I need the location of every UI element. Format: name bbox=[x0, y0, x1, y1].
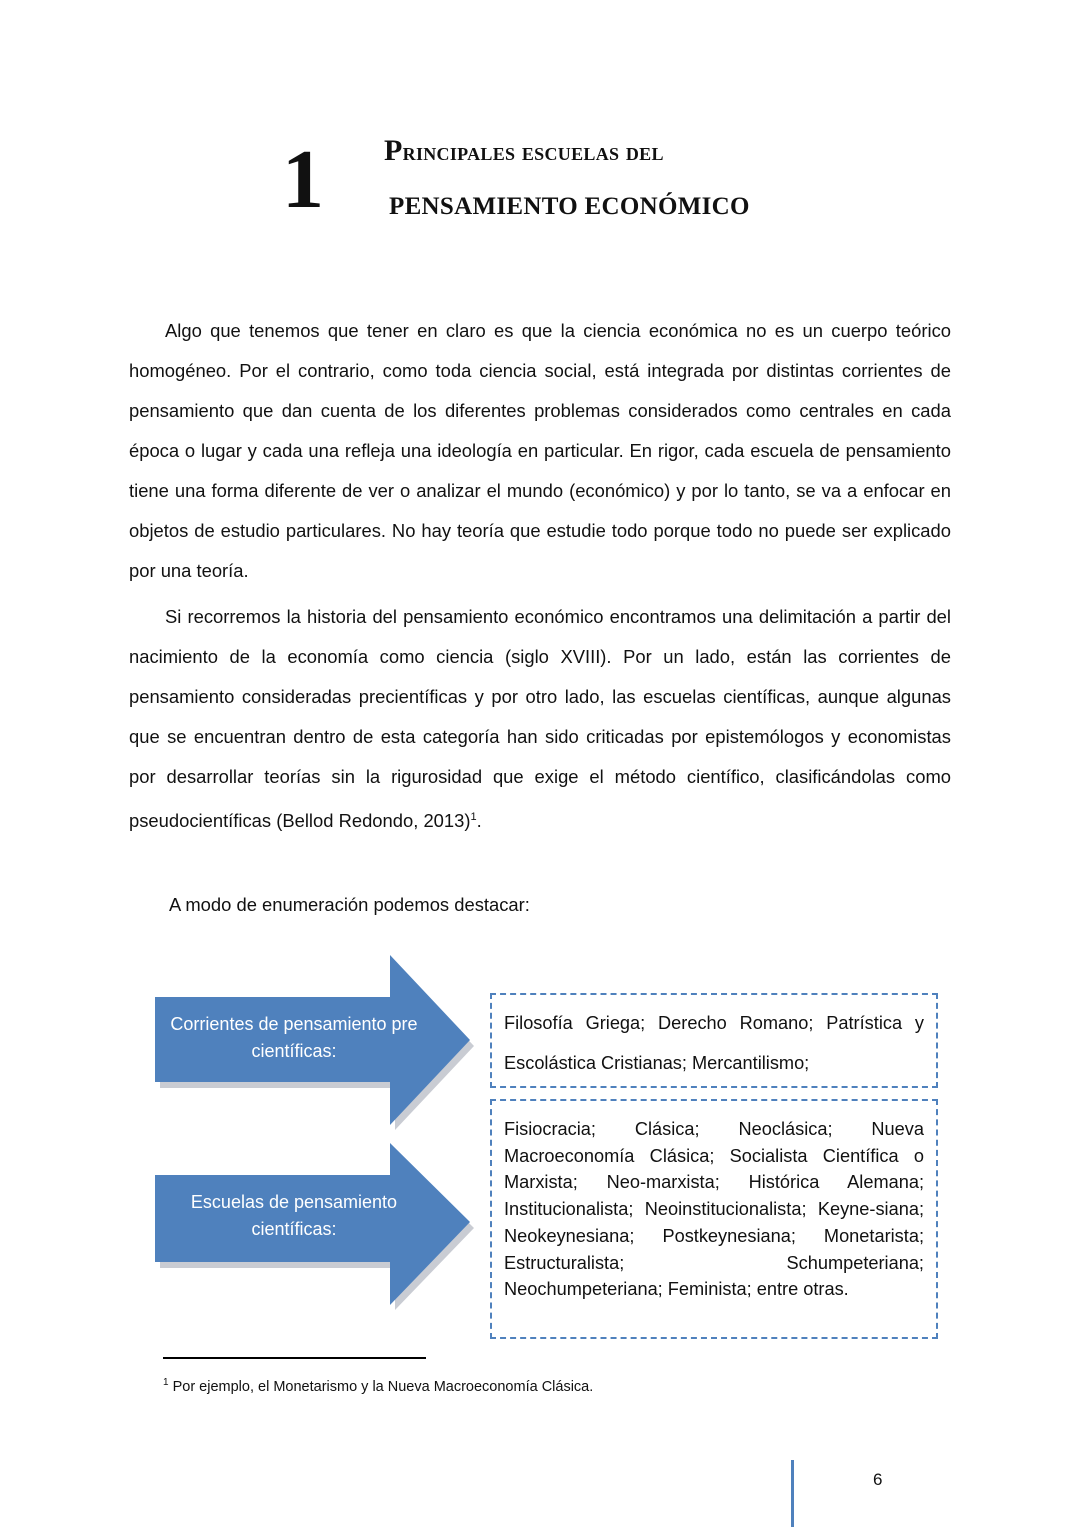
paragraph: Algo que tenemos que tener en claro es que la ciencia económica no es un cuerpo teórico homogéneo. Por el contrario, como toda ciencia social, está integrada por distintas corrientes de pensamiento que dan cuenta de los diferentes problemas considerados como centrales en cada época o lugar y cada una refleja una ideología en particular. En rigor, cada escuela de pensamiento tiene una forma diferente de ver o analizar el mundo (económico) y por lo tanto, se va a enfocar en objetos de estudio particulares. No hay teoría que estudie todo porque todo no puede ser explicado por una teoría. bbox=[129, 320, 951, 581]
precientificas-list-box: Filosofía Griega; Derecho Romano; Patrística y Escolástica Cristianas; Mercantilismo; bbox=[490, 993, 938, 1088]
arrow-label-precientificas: Corrientes de pensamiento pre científicas: bbox=[170, 1014, 418, 1061]
arrow-label-cientificas: Escuelas de pensamiento científicas: bbox=[190, 1192, 398, 1239]
chapter-number: 1 bbox=[282, 133, 324, 226]
footnote-ref: 1 bbox=[470, 811, 477, 823]
cientificas-list-box: Fisiocracia; Clásica; Neoclásica; Nueva Macroeconomía Clásica; Socialista Científica o Marxista; Neo-marxista; Histórica Alemana; Institucionalista; Neoinstitucionalista; Keyne-siana; Neokeynesiana; Postkeynesiana; Monetarista; Estructuralista; Schumpeteriana; Neochumpeteriana; Feminista; entre otras. bbox=[490, 1099, 938, 1339]
chapter-title-line1: Principales escuelas del bbox=[384, 134, 664, 167]
chapter-title-line2: PENSAMIENTO ECONÓMICO bbox=[389, 193, 750, 220]
footnote-divider bbox=[163, 1357, 426, 1359]
paragraph: Si recorremos la historia del pensamiento económico encontramos una delimitación a partir del nacimiento de la economía como ciencia (siglo XVIII). Por un lado, están las corrientes de pensamiento consideradas precientíficas y por otro lado, las escuelas científicas, aunque algunas que se encuentran dentro de esta categoría han sido criticadas por epistemólogos y economistas por desarrollar teorías sin la rigurosidad que exige el método científico, clasificándolas como pseudocientíficas (Bellod Redondo, 2013)$^1$. bbox=[129, 606, 951, 832]
page-number-rule bbox=[791, 1460, 794, 1527]
enumeration-intro: A modo de enumeración podemos destacar: bbox=[169, 894, 530, 915]
footnote: $^1$ Por ejemplo, el Monetarismo y la Nueva Macroeconomía Clásica. bbox=[163, 1377, 594, 1395]
page-number: 6 bbox=[873, 1470, 883, 1489]
